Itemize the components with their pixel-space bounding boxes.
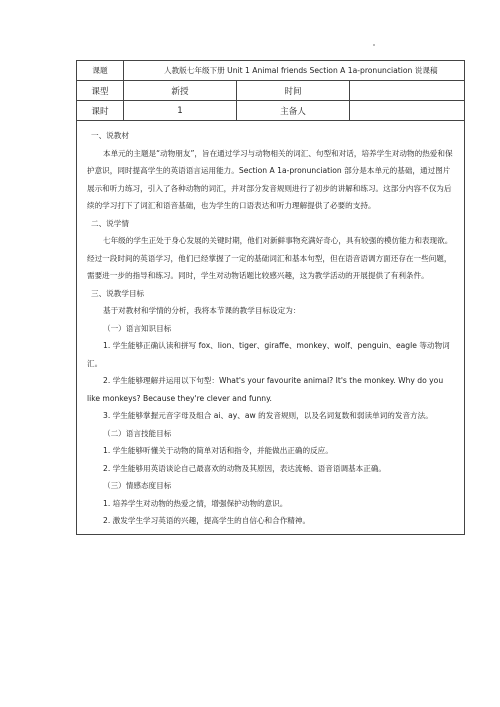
list-item: 1. 学生能够正确认读和拼写 fox、lion、tiger、giraffe、monkey、wolf、penguin、eagle 等动物词汇。 bbox=[87, 341, 450, 368]
content-row bbox=[77, 121, 465, 535]
content-cell bbox=[77, 121, 465, 535]
list-item: 3. 学生能够掌握元音字母及组合 ai、ay、aw 的发音规则，以及名词复数和弱读单词的发音方法。 bbox=[103, 411, 433, 420]
paragraph: 七年级的学生正处于身心发展的关键时期，他们对新鲜事物充满好奇心，具有较强的模仿能力和表现欲。经过一段时间的英语学习，他们已经掌握了一定的基础词汇和基本句型，但在语音语调方面还存在一些问题，需要进一步的指导和练习。同时，学生对动物话题比较感兴趣，这为教学活动的开展提供了有利条件。 bbox=[87, 236, 453, 280]
time-value bbox=[350, 81, 465, 101]
preparer-value bbox=[350, 101, 465, 121]
subsection-heading: （一）语言知识目标 bbox=[103, 323, 172, 333]
section-heading: 二、说学情 bbox=[91, 218, 129, 228]
subsection-heading: （二）语言技能目标 bbox=[103, 428, 172, 438]
period-label: 课时 bbox=[77, 101, 124, 121]
section-heading: 三、说教学目标 bbox=[91, 288, 145, 298]
list-item: 1. 培养学生对动物的热爱之情，增强保护动物的意识。 bbox=[103, 498, 288, 508]
preparer-label: 主备人 bbox=[237, 101, 350, 121]
topic-value: 人教版七年级下册 Unit 1 Animal friends Section A 1a-pronunciation 说课稿 bbox=[124, 61, 465, 81]
list-item: 2. 激发学生学习英语的兴趣，提高学生的自信心和合作精神。 bbox=[103, 516, 311, 525]
topic-label: 课题 bbox=[77, 61, 124, 81]
lesson-plan-table bbox=[76, 60, 465, 535]
type-label: 课型 bbox=[77, 81, 124, 101]
paragraph: 基于对教材和学情的分析，我将本节课的教学目标设定为： bbox=[103, 306, 301, 315]
period-row bbox=[77, 101, 465, 121]
list-item: 2. 学生能够理解并运用以下句型：What's your favourite animal? It's the monkey. Why do you like monkeys? Because they're clever and funny. bbox=[87, 376, 444, 403]
section-heading: 一、说教材 bbox=[91, 131, 129, 140]
corner-mark bbox=[373, 44, 375, 46]
time-label: 时间 bbox=[237, 81, 350, 101]
paragraph: 本单元的主题是“动物朋友”，旨在通过学习与动物相关的词汇、句型和对话，培养学生对动物的热爱和保护意识，同时提高学生的英语语言运用能力。Section A 1a-pronunciation 部分是本单元的基础，通过图片展示和听力练习，引入了各种动物的词汇，并对部分发音规则进行了初步的讲解和练习。这部分内容不仅为后续的学习打下了词汇和语音基础，也为学生的口语表达和听力理解提供了必要的支持。 bbox=[87, 148, 453, 210]
list-item: 1. 学生能够听懂关于动物的简单对话和指令，并能做出正确的反应。 bbox=[103, 446, 333, 455]
topic-row bbox=[77, 61, 465, 81]
type-row bbox=[77, 81, 465, 101]
subsection-heading: （三）情感态度目标 bbox=[103, 481, 172, 490]
period-value: 1 bbox=[124, 101, 237, 121]
type-value: 新授 bbox=[124, 81, 237, 101]
list-item: 2. 学生能够用英语谈论自己最喜欢的动物及其原因，表达流畅、语音语调基本正确。 bbox=[103, 463, 387, 473]
